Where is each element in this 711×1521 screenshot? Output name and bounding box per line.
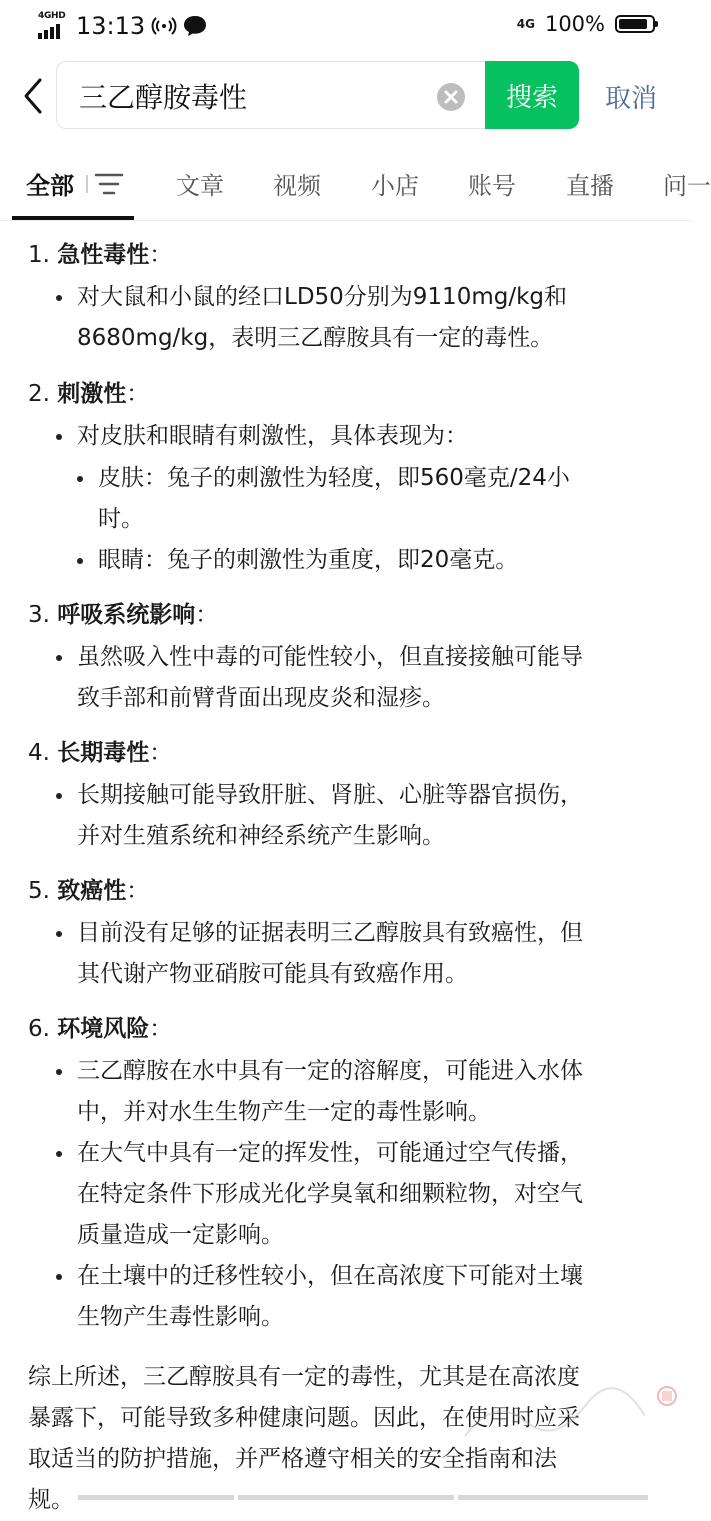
list-item-line: 致手部和前臂背面出现皮炎和湿疹。 <box>77 685 445 711</box>
sub-bullet <box>77 558 83 564</box>
sub-bullet <box>77 476 83 482</box>
list-item-line: 在大气中具有一定的挥发性，可能通过空气传播， <box>77 1140 583 1166</box>
list-item-line: 目前没有足够的证据表明三乙醇胺具有致癌性，但 <box>77 920 583 946</box>
sub-list-item-line: 时。 <box>98 506 144 532</box>
section-heading: 5. 致癌性： <box>28 878 150 904</box>
section-heading: 2. 刺激性： <box>28 381 150 407</box>
list-item-line: 其代谢产物亚硝胺可能具有致癌作用。 <box>77 961 468 987</box>
bullet <box>56 295 62 301</box>
tab-ask[interactable]: 问一 <box>663 172 711 200</box>
tab-shops[interactable]: 小店 <box>371 172 419 200</box>
bullet <box>56 434 62 440</box>
list-item-line: 生物产生毒性影响。 <box>77 1304 284 1330</box>
search-button[interactable]: 搜索 <box>485 61 579 129</box>
clock: 13:13 <box>76 12 146 40</box>
list-item-line: 对皮肤和眼睛有刺激性，具体表现为： <box>77 423 468 449</box>
bullet <box>56 793 62 799</box>
summary-line: 取适当的防护措施，并严格遵守相关的安全指南和法 <box>28 1446 557 1472</box>
bullet <box>56 931 62 937</box>
list-item-line: 8680mg/kg，表明三乙醇胺具有一定的毒性。 <box>77 325 554 351</box>
tab-videos[interactable]: 视频 <box>273 172 321 200</box>
network-type: 4GHD <box>38 11 66 21</box>
list-item-line: 三乙醇胺在水中具有一定的溶解度，可能进入水体 <box>77 1058 583 1084</box>
summary-line: 规。 <box>28 1487 74 1513</box>
list-item-line: 虽然吸入性中毒的可能性较小，但直接接触可能导 <box>77 644 583 670</box>
tab-live[interactable]: 直播 <box>566 172 614 200</box>
tab-accounts[interactable]: 账号 <box>468 172 516 200</box>
section-heading: 6. 环境风险： <box>28 1016 173 1042</box>
bullet <box>56 655 62 661</box>
section-heading: 3. 呼吸系统影响： <box>28 602 219 628</box>
section-heading: 1. 急性毒性： <box>28 242 173 268</box>
list-item-line: 在特定条件下形成光化学臭氧和细颗粒物，对空气 <box>77 1181 583 1207</box>
summary-line: 暴露下，可能导致多种健康问题。因此，在使用时应采 <box>28 1405 580 1431</box>
bottom-divider <box>78 1495 648 1500</box>
list-item-line: 中，并对水生生物产生一定的毒性影响。 <box>77 1099 491 1125</box>
tab-all[interactable]: 全部 <box>26 172 74 200</box>
sub-list-item-line: 眼睛：兔子的刺激性为重度，即20毫克。 <box>98 547 519 573</box>
bullet <box>56 1151 62 1157</box>
section-heading: 4. 长期毒性： <box>28 740 173 766</box>
battery-percent: 100% <box>544 12 605 36</box>
list-item-line: 质量造成一定影响。 <box>77 1222 284 1248</box>
tab-articles[interactable]: 文章 <box>176 172 224 200</box>
bullet <box>56 1069 62 1075</box>
bullet <box>56 1274 62 1280</box>
watermark-seal <box>455 1376 687 1450</box>
list-item-line: 在土壤中的迁移性较小，但在高浓度下可能对土壤 <box>77 1263 583 1289</box>
network-4g-label: 4G <box>516 17 535 31</box>
list-item-line: 长期接触可能导致肝脏、肾脏、心脏等器官损伤， <box>77 782 583 808</box>
list-item-line: 并对生殖系统和神经系统产生影响。 <box>77 823 445 849</box>
sub-list-item-line: 皮肤：兔子的刺激性为轻度，即560毫克/24小 <box>98 465 570 491</box>
cancel-button[interactable]: 取消 <box>605 84 658 114</box>
list-item-line: 对大鼠和小鼠的经口LD50分别为9110mg/kg和 <box>77 284 567 310</box>
summary-line: 综上所述，三乙醇胺具有一定的毒性，尤其是在高浓度 <box>28 1364 580 1390</box>
